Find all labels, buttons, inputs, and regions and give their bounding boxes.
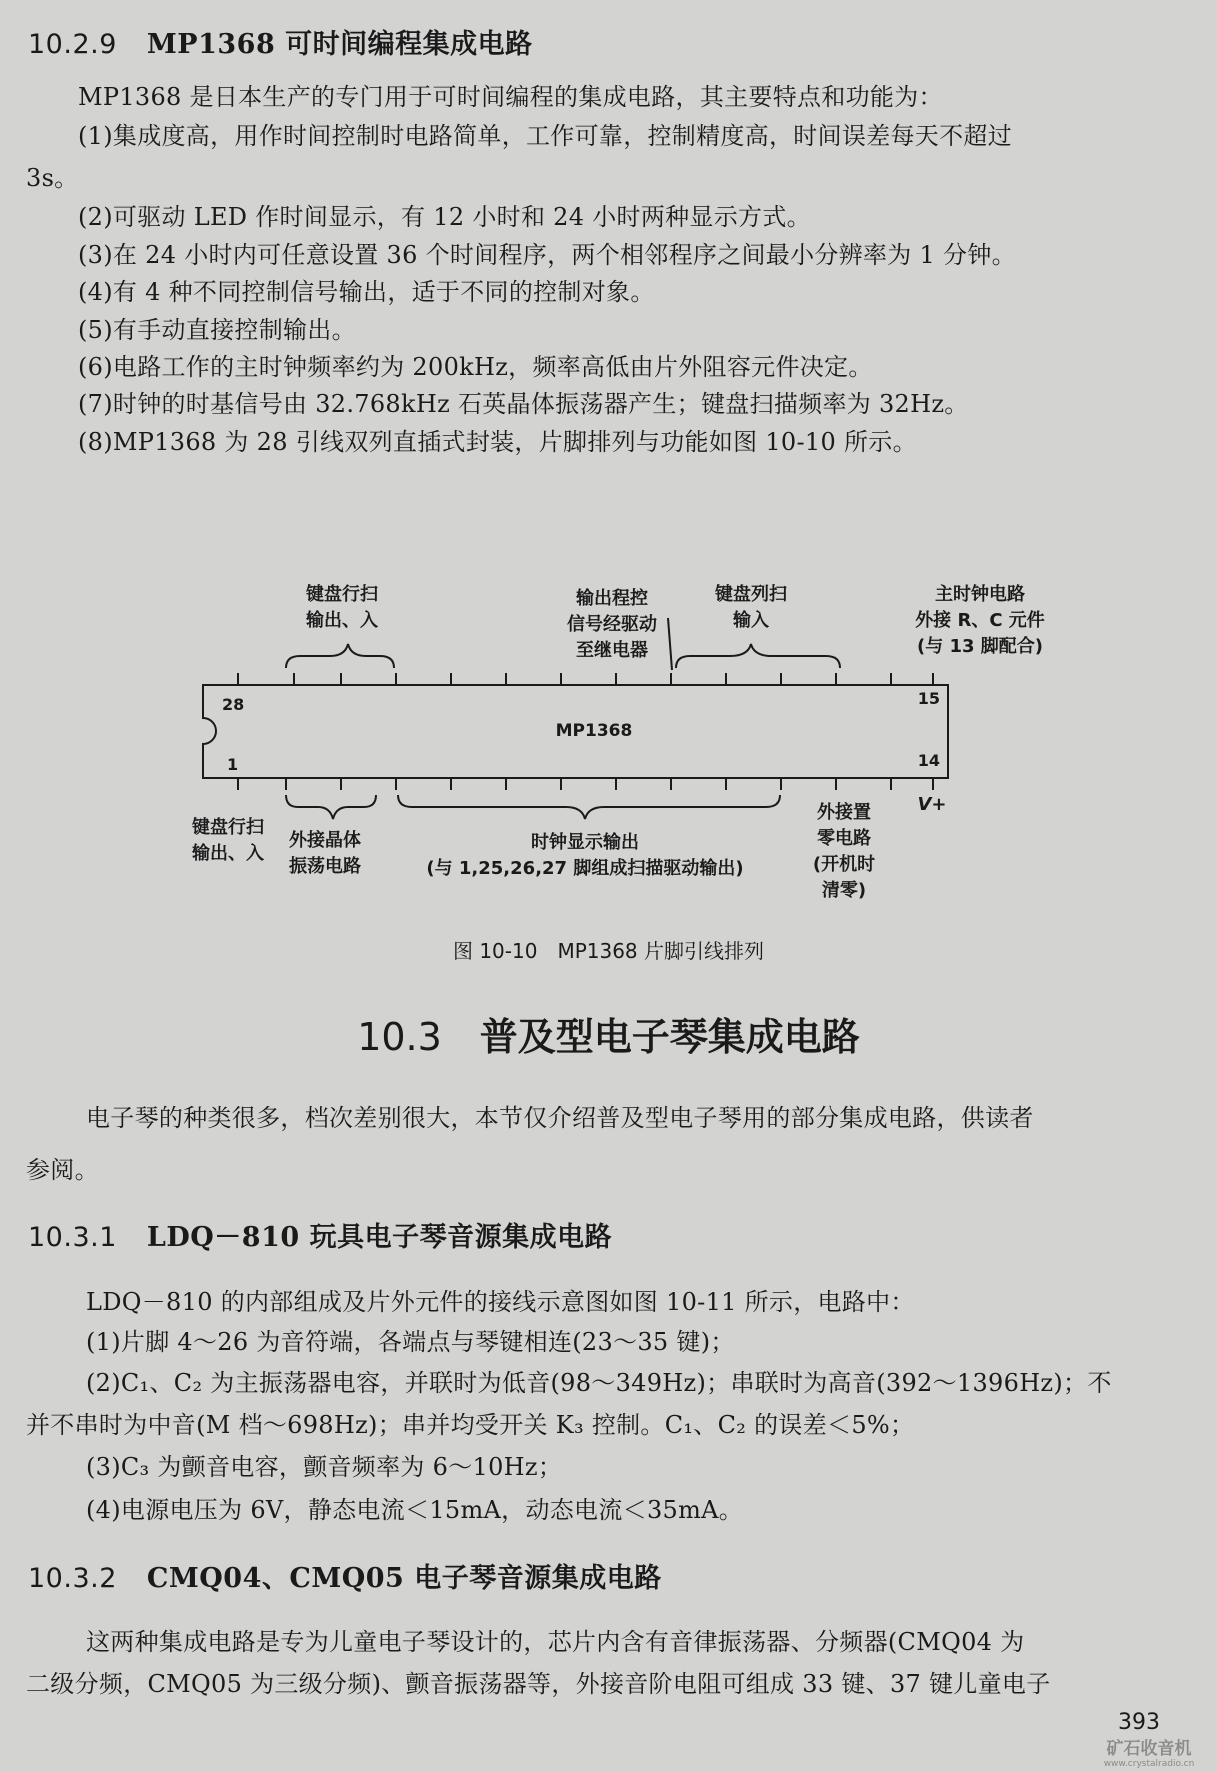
label-reset-3: (开机时 (812, 854, 876, 875)
section-title: CMQ04、CMQ05 电子琴音源集成电路 (146, 1563, 662, 1594)
pinout-diagram (0, 570, 1217, 930)
chip-label: MP1368 (555, 721, 633, 741)
paragraph-line: (5)有手动直接控制输出。 (78, 316, 356, 344)
label-vplus: V+ (917, 794, 947, 815)
paragraph-line: (2)C₁、C₂ 为主振荡器电容，并联时为低音(98～349Hz)；串联时为高音(392～1396Hz)；不 (86, 1369, 1112, 1397)
paragraph-line: (8)MP1368 为 28 引线双列直插式封装，片脚排列与功能如图 10-10 所示。 (78, 428, 917, 456)
label-kbd-col-2: 输入 (733, 610, 769, 631)
label-main-clk-1: 主时钟电路 (935, 584, 1025, 605)
label-kbd-row-top-2: 输出、入 (306, 610, 378, 631)
section-heading-10-3 (0, 1006, 1217, 1061)
label-crystal-2: 振荡电路 (289, 856, 361, 877)
paragraph-line: 参阅。 (26, 1156, 99, 1184)
paragraph-line: (6)电路工作的主时钟频率约为 200kHz，频率高低由片外阻容元件决定。 (78, 353, 873, 381)
label-kbd-col-1: 键盘列扫 (715, 584, 787, 605)
section-title: LDQ－810 玩具电子琴音源集成电路 (146, 1222, 613, 1253)
figure-caption: 图 10-10 MP1368 片脚引线排列 (452, 939, 765, 963)
section-number: 10.3 (357, 1015, 442, 1059)
paragraph-line: 这两种集成电路是专为儿童电子琴设计的，芯片内含有音律振荡器、分频器(CMQ04 为 (86, 1628, 1025, 1656)
label-prog-out-2: 信号经驱动 (567, 614, 657, 635)
paragraph-line: LDQ－810 的内部组成及片外元件的接线示意图如图 10-11 所示，电路中： (86, 1288, 915, 1316)
label-prog-out-3: 至继电器 (576, 640, 648, 661)
paragraph-line: 3s。 (26, 164, 79, 192)
section-number: 10.3.2 (28, 1563, 117, 1594)
watermark-url: www.crystalradio.cn (1103, 1759, 1195, 1769)
paragraph-line: (3)C₃ 为颤音电容，颤音频率为 6～10Hz； (86, 1453, 563, 1481)
paragraph-line: 电子琴的种类很多，档次差别很大，本节仅介绍普及型电子琴用的部分集成电路，供读者 (86, 1104, 1034, 1132)
label-reset-1: 外接置 (817, 802, 871, 823)
section-heading-10-2-9 (28, 22, 533, 61)
paragraph-line: 并不串时为中音(M 档～698Hz)；串并均受开关 K₃ 控制。C₁、C₂ 的误差＜5%； (26, 1411, 915, 1439)
paragraph-line: (7)时钟的时基信号由 32.768kHz 石英晶体振荡器产生；键盘扫描频率为 32Hz。 (78, 390, 969, 418)
label-prog-out-1: 输出程控 (576, 588, 648, 609)
label-kbd-row-bot-1: 键盘行扫 (192, 817, 264, 838)
watermark-text: 矿石收音机 (1106, 1739, 1192, 1759)
pin-28-label: 28 (222, 695, 245, 714)
site-watermark (1084, 1734, 1214, 1769)
paragraph-line: MP1368 是日本生产的专门用于可时间编程的集成电路，其主要特点和功能为： (78, 83, 943, 111)
label-reset-4: 清零) (821, 880, 867, 901)
page-number: 393 (1118, 1710, 1160, 1735)
section-title: 普及型电子琴集成电路 (479, 1014, 860, 1059)
pin-1-label: 1 (227, 755, 239, 774)
label-main-clk-2: 外接 R、C 元件 (915, 610, 1045, 631)
section-number: 10.2.9 (28, 29, 117, 60)
paragraph-line: (2)可驱动 LED 作时间显示，有 12 小时和 24 小时两种显示方式。 (78, 203, 811, 231)
pin-14-label: 14 (917, 751, 940, 770)
paragraph-line: (4)有 4 种不同控制信号输出，适于不同的控制对象。 (78, 278, 655, 306)
paragraph-line: (4)电源电压为 6V，静态电流＜15mA，动态电流＜35mA。 (86, 1496, 744, 1524)
label-clock-out-1: 时钟显示输出 (531, 832, 639, 853)
paragraph-line: (1)片脚 4～26 为音符端，各端点与琴键相连(23～35 键)； (86, 1328, 735, 1356)
label-kbd-row-bot-2: 输出、入 (192, 843, 264, 864)
section-title: MP1368 可时间编程集成电路 (146, 29, 533, 60)
label-crystal-1: 外接晶体 (289, 830, 361, 851)
section-heading-10-3-2 (28, 1556, 662, 1595)
label-kbd-row-top-1: 键盘行扫 (306, 584, 378, 605)
paragraph-line: (1)集成度高，用作时间控制时电路简单，工作可靠，控制精度高，时间误差每天不超过 (78, 122, 1012, 150)
section-number: 10.3.1 (28, 1222, 117, 1253)
label-reset-2: 零电路 (817, 828, 871, 849)
paragraph-line: 二级分频，CMQ05 为三级分频)、颤音振荡器等，外接音阶电阻可组成 33 键、37 键儿童电子 (26, 1670, 1051, 1698)
label-clock-out-2: (与 1,25,26,27 脚组成扫描驱动输出) (426, 858, 744, 879)
section-heading-10-3-1 (28, 1215, 612, 1254)
label-main-clk-3: (与 13 脚配合) (916, 636, 1044, 657)
paragraph-line: (3)在 24 小时内可任意设置 36 个时间程序，两个相邻程序之间最小分辨率为 1 分钟。 (78, 241, 1016, 269)
pin-15-label: 15 (917, 689, 940, 708)
